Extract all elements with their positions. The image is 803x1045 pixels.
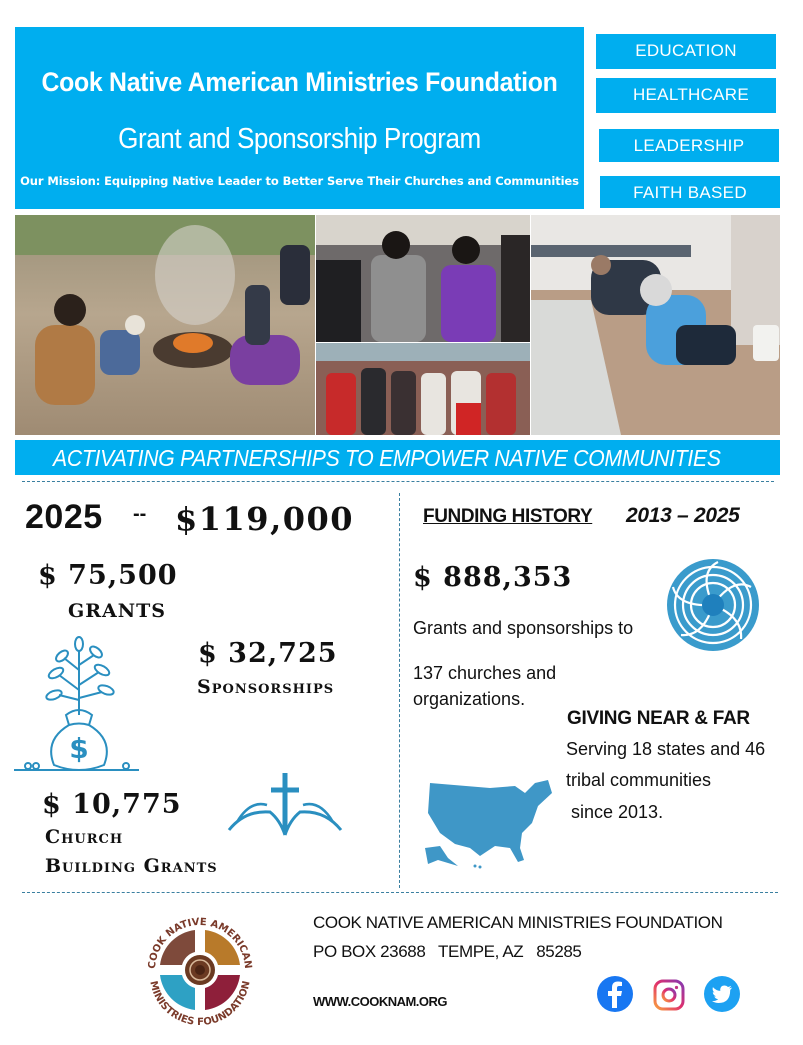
year-total: $119,000	[175, 500, 354, 538]
tag-faith-based: FAITH BASED	[600, 176, 780, 208]
photo-campfire	[15, 215, 315, 435]
program-title: Grant and Sponsorship Program	[118, 123, 481, 155]
year-separator: --	[133, 503, 147, 525]
funding-line-2: 137 churches and	[413, 663, 557, 683]
tag-education: EDUCATION	[596, 34, 776, 69]
grants-amount: $ 75,500	[38, 560, 178, 591]
sponsorships-label: Sponsorships	[197, 676, 335, 698]
org-title: Cook Native American Ministries Foundation	[41, 67, 558, 97]
church-building-label-2: Building Grants	[45, 855, 218, 877]
footer-website-link[interactable]: WWW.COOKNAM.ORG	[313, 994, 448, 1009]
twitter-icon[interactable]	[703, 975, 741, 1013]
funding-line-1: Grants and sponsorships to	[413, 618, 634, 638]
sponsorships-amount: $ 32,725	[198, 638, 338, 669]
divider-bottom	[22, 892, 778, 893]
divider-vertical	[399, 493, 400, 888]
year-label: 2025	[25, 498, 103, 536]
funding-history-title: FUNDING HISTORY	[423, 506, 593, 527]
cross-bible-icon	[225, 770, 345, 840]
money-tree-icon	[14, 630, 144, 775]
funding-line-3: organizations.	[413, 689, 526, 709]
photo-tile-work	[531, 215, 780, 435]
header-banner	[15, 27, 584, 209]
photo-walk	[316, 343, 530, 435]
footer-address: PO BOX 23688 TEMPE, AZ 85285	[313, 942, 582, 961]
foundation-logo	[135, 905, 265, 1035]
svg-text:$: $	[69, 732, 89, 765]
us-map-icon	[420, 778, 555, 870]
tag-leadership: LEADERSHIP	[599, 129, 779, 162]
divider-top	[22, 481, 774, 482]
mission-statement: Our Mission: Equipping Native Leader to Better Serve Their Churches and Communities	[20, 174, 579, 188]
tag-healthcare: HEALTHCARE	[596, 78, 776, 113]
funding-history-range: 2013 – 2025	[626, 504, 740, 527]
logo-text-top: COOK NATIVE AMERICAN	[146, 916, 254, 970]
tagline-banner	[15, 440, 780, 475]
giving-line-2: tribal communities	[566, 770, 712, 790]
giving-line-3: since 2013.	[566, 802, 664, 822]
church-building-amount: $ 10,775	[42, 789, 182, 820]
photo-collage	[15, 215, 780, 435]
giving-title: GIVING NEAR & FAR	[567, 708, 750, 729]
logo-text-bottom: MINISTRIES FOUNDATION	[147, 979, 253, 1029]
church-building-label-1: Church	[45, 826, 124, 848]
giving-line-1: Serving 18 states and 46	[566, 739, 766, 759]
tagline-text: ACTIVATING PARTNERSHIPS TO EMPOWER NATIVE COMMUNITIES	[53, 445, 721, 471]
footer-org-name: COOK NATIVE AMERICAN MINISTRIES FOUNDATION	[313, 913, 723, 932]
photo-prayer	[316, 215, 530, 342]
facebook-icon[interactable]	[596, 975, 634, 1013]
grants-label: GRANTS	[68, 600, 166, 622]
instagram-icon[interactable]	[653, 979, 685, 1011]
native-basket-icon	[663, 557, 763, 653]
svg-text:MINISTRIES FOUNDATION	[147, 980, 252, 1028]
funding-total: $ 888,353	[413, 562, 573, 593]
